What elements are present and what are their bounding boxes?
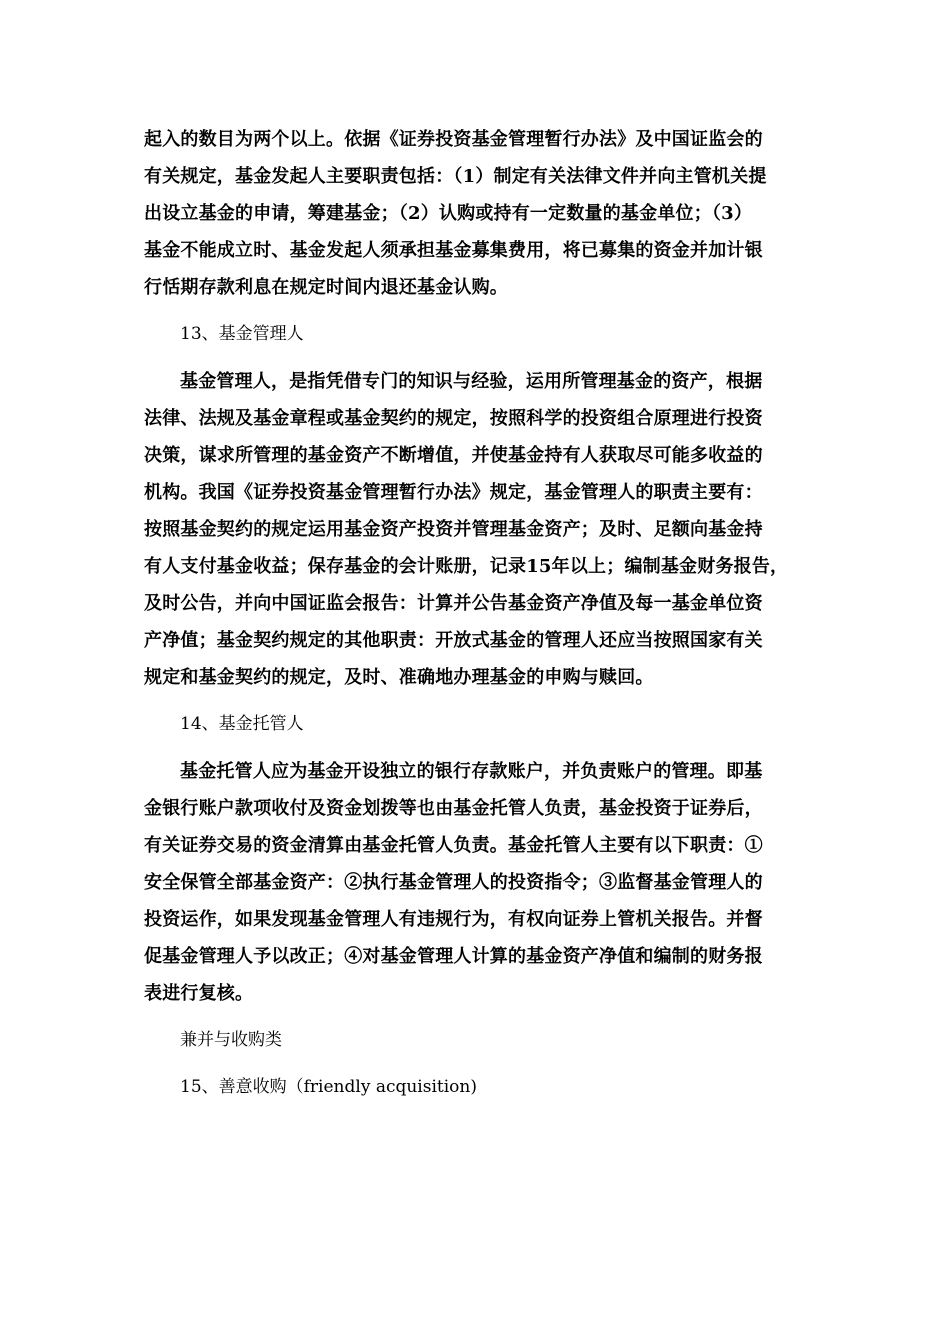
text-line: 基金托管人应为基金开设独立的银行存款账户，并负责账户的管理。即基 — [180, 761, 763, 782]
text-line: 投资运作，如果发现基金管理人有违规行为，有权向证券上管机关报告。并督 — [144, 909, 763, 930]
heading-friendly-acquisition: 15、善意收购（friendly acquisition) — [180, 1077, 477, 1097]
text-line: 按照基金契约的规定运用基金资产投资并管理基金资产；及时、足额向基金持 — [144, 519, 763, 540]
page-content — [144, 121, 816, 1106]
text-line: 基金不能成立时、基金发起人须承担基金募集费用，将已募集的资金并加计银 — [144, 240, 763, 261]
paragraph-fund-sponsor — [144, 121, 816, 306]
text-line: 有关规定，基金发起人主要职责包括：（1）制定有关法律文件并向主管机关提 — [144, 166, 767, 187]
text-line: 起入的数目为两个以上。依据《证券投资基金管理暂行办法》及中国证监会的 — [144, 129, 763, 150]
text-line: 规定和基金契约的规定，及时、准确地办理基金的申购与赎回。 — [144, 667, 654, 688]
section-heading-mergers: 兼并与收购类 — [180, 1030, 282, 1050]
heading-fund-custodian: 14、基金托管人 — [180, 714, 304, 734]
text-line: 安全保管全部基金资产：②执行基金管理人的投资指令；③监督基金管理人的 — [144, 872, 763, 893]
heading-fund-manager: 13、基金管理人 — [180, 324, 304, 344]
text-line: 基金管理人，是指凭借专门的知识与经验，运用所管理基金的资产，根据 — [180, 371, 763, 392]
text-line: 表进行复核。 — [144, 983, 254, 1004]
text-line: 有关证券交易的资金清算由基金托管人负责。基金托管人主要有以下职责：① — [144, 835, 763, 856]
text-line: 决策，谋求所管理的基金资产不断增值，并使基金持有人获取尽可能多收益的 — [144, 445, 763, 466]
text-line: 有人支付基金收益；保存基金的会计账册，记录15年以上；编制基金财务报告， — [144, 556, 789, 577]
paragraph-fund-manager — [144, 363, 816, 696]
text-line: 金银行账户款项收付及资金划拨等也由基金托管人负责，基金投资于证券后， — [144, 798, 763, 819]
text-line: 产净值；基金契约规定的其他职责：开放式基金的管理人还应当按照国家有关 — [144, 630, 763, 651]
paragraph-fund-custodian — [144, 753, 816, 1012]
text-line: 及时公告，并向中国证监会报告：计算并公告基金资产净值及每一基金单位资 — [144, 593, 763, 614]
text-line: 机构。我国《证券投资基金管理暂行办法》规定，基金管理人的职责主要有： — [144, 482, 763, 503]
text-line: 促基金管理人予以改正；④对基金管理人计算的基金资产净值和编制的财务报 — [144, 946, 763, 967]
text-line: 行恬期存款利息在规定时间内退还基金认购。 — [144, 277, 508, 298]
text-line: 法律、法规及基金章程或基金契约的规定，按照科学的投资组合原理进行投资 — [144, 408, 763, 429]
text-line: 出设立基金的申请，筹建基金；（2）认购或持有一定数量的基金单位；（3） — [144, 203, 753, 224]
